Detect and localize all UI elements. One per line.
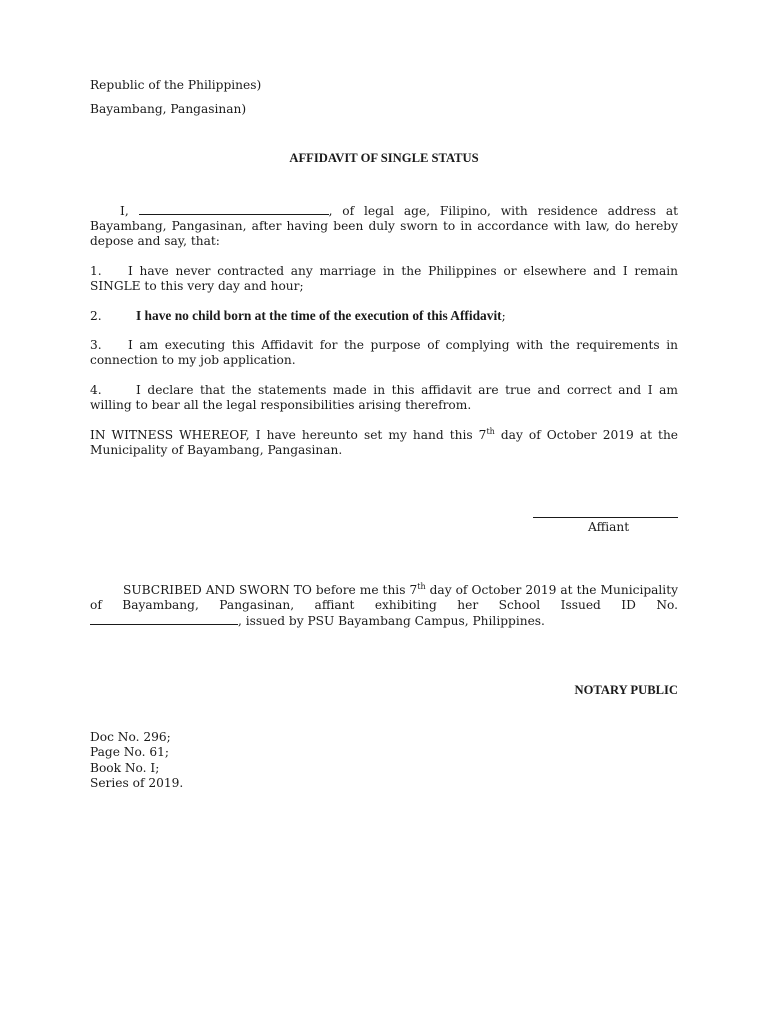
intro-pronoun: I, <box>120 204 129 218</box>
item-1-number: 1. <box>90 264 102 278</box>
doc-no: Doc No. 296; <box>90 730 171 744</box>
id-number-blank-line <box>90 613 238 625</box>
item-2-number: 2. <box>90 309 102 323</box>
item-3-text: I am executing this Affidavit for the purpose of complying with the requirements in connection to my job application. <box>90 338 678 367</box>
notary-public-label: NOTARY PUBLIC <box>574 683 678 697</box>
witness-ordinal: th <box>486 426 495 436</box>
item-4-number: 4. <box>90 383 102 397</box>
affiant-label: Affiant <box>588 520 630 534</box>
header-line-country: Republic of the Philippines) <box>90 78 262 92</box>
item-3-number: 3. <box>90 338 102 352</box>
witness-text-before: IN WITNESS WHEREOF, I have hereunto set my hand this 7 <box>90 428 487 442</box>
witness-paragraph <box>90 428 678 458</box>
page-no: Page No. 61; <box>90 745 169 759</box>
witness-text-after: day of October 2019 at the Municipality of Bayambang, Pangasinan. <box>90 428 679 457</box>
jurat-ordinal: th <box>417 581 426 591</box>
item-2 <box>90 308 678 324</box>
header-line-venue: Bayambang, Pangasinan) <box>90 102 247 116</box>
intro-paragraph <box>90 203 678 249</box>
jurat-text-middle: day of October 2019 at the Municipality of Bayambang, Pangasinan, affiant exhibiting her School Issued ID No. <box>90 583 678 612</box>
jurat-text-before: SUBCRIBED AND SWORN TO before me this 7 <box>123 583 418 597</box>
book-no: Book No. I; <box>90 761 160 775</box>
intro-text: , of legal age, Filipino, with residence address at Bayambang, Pangasinan, after having been duly sworn to in accordance with law, do hereby depose and say, that: <box>90 204 679 248</box>
item-4 <box>90 383 678 413</box>
item-2-tail: ; <box>501 309 506 323</box>
document-title: AFFIDAVIT OF SINGLE STATUS <box>289 151 479 165</box>
jurat-paragraph <box>90 583 678 629</box>
affiant-signature-line <box>533 517 678 518</box>
jurat-text-after: , issued by PSU Bayambang Campus, Philippines. <box>238 614 545 628</box>
series-of: Series of 2019. <box>90 776 184 790</box>
item-2-text: I have no child born at the time of the execution of this Affidavit <box>136 308 502 323</box>
item-4-text: I declare that the statements made in this affidavit are true and correct and I am willing to bear all the legal responsibilities arising therefrom. <box>90 383 678 412</box>
item-3 <box>90 338 678 368</box>
name-blank-line <box>139 203 329 215</box>
item-1-text: I have never contracted any marriage in the Philippines or elsewhere and I remain SINGLE to this very day and hour; <box>90 264 678 293</box>
item-1 <box>90 264 678 294</box>
